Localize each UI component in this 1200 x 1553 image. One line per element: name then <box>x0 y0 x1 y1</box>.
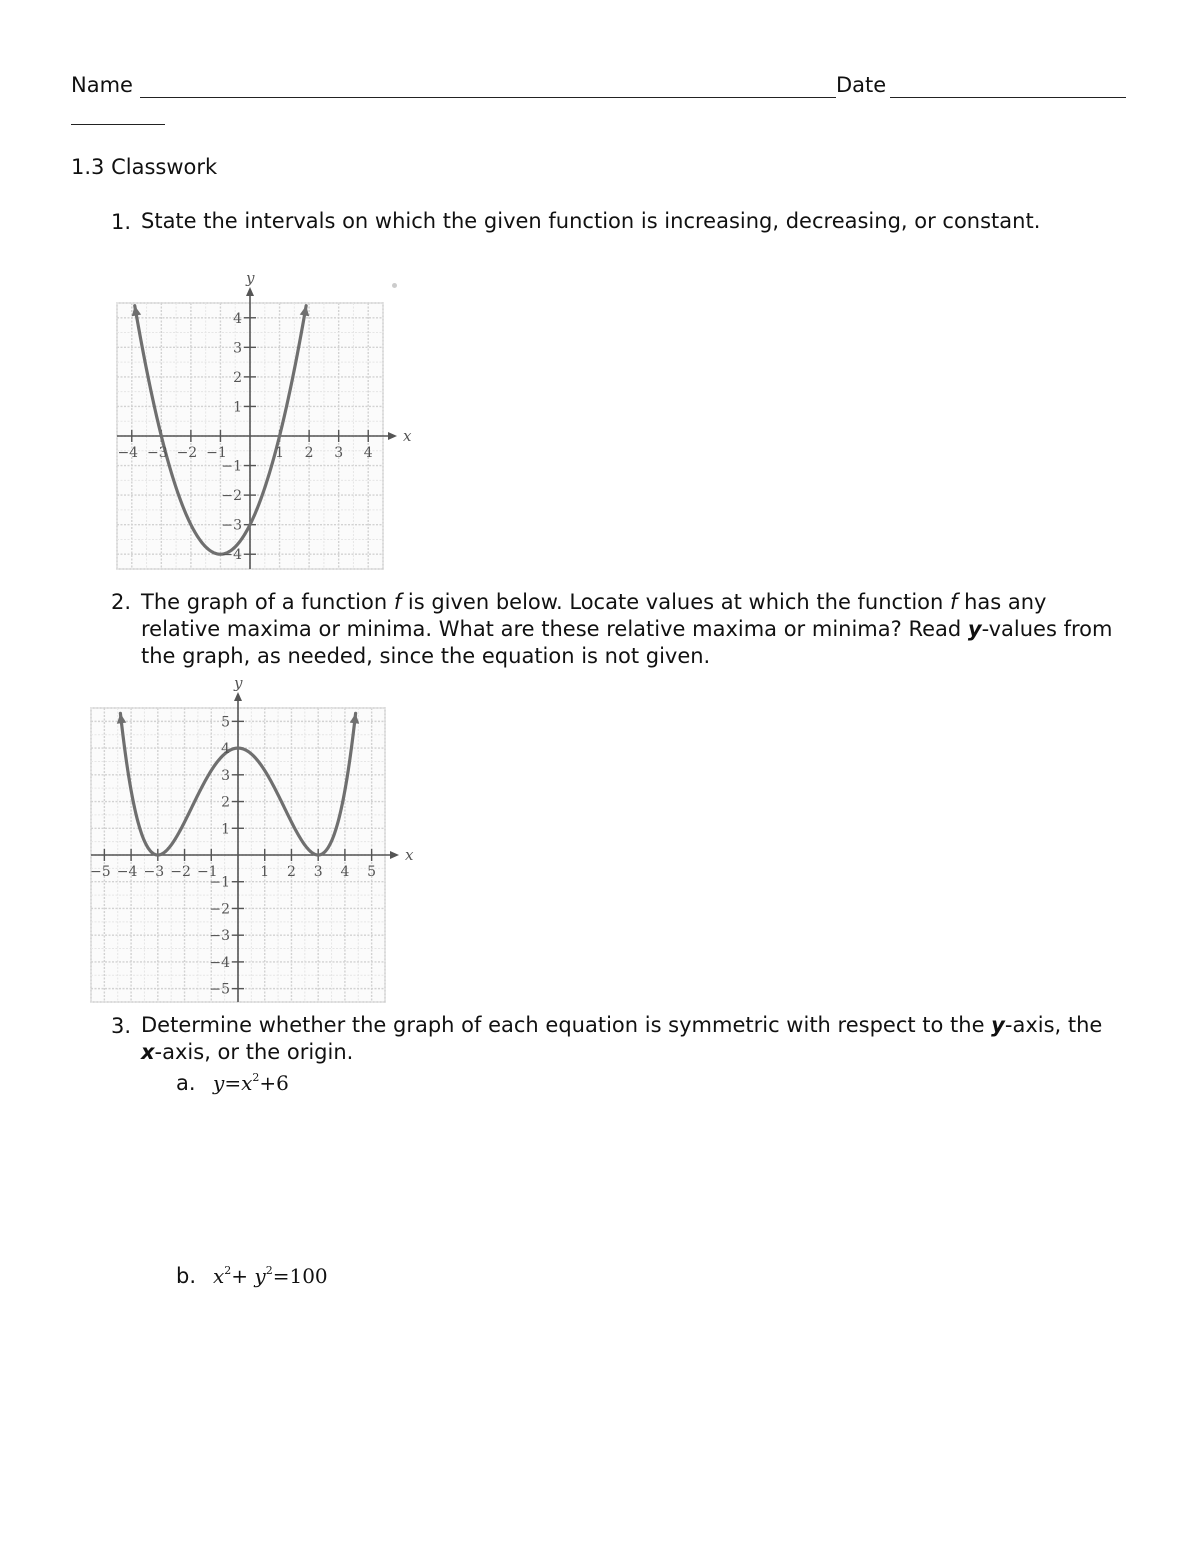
date-label: Date <box>836 73 887 97</box>
y-axis-label: y <box>246 269 255 287</box>
x-tick-label: 5 <box>367 864 377 880</box>
x-axis-arrow-icon <box>390 851 399 859</box>
date-blank[interactable] <box>890 97 1126 98</box>
x-tick-label: −3 <box>143 864 165 880</box>
worksheet-title: 1.3 Classwork <box>71 155 218 179</box>
x-tick-label: 4 <box>363 445 373 461</box>
y-tick-label: 4 <box>233 310 242 327</box>
graph-1-parabola <box>105 269 412 573</box>
date-blank-continuation[interactable] <box>71 124 165 125</box>
part-a-equation: $y=x^2+6$ <box>213 1071 289 1095</box>
y-tick-label: −3 <box>221 517 242 534</box>
name-label: Name <box>71 73 133 97</box>
y-tick-label: −4 <box>209 954 230 971</box>
x-tick-label: −3 <box>147 445 168 461</box>
y-tick-label: −3 <box>209 928 230 945</box>
x-tick-label: −4 <box>117 445 139 461</box>
y-tick-label: 2 <box>221 794 230 811</box>
x-tick-label: 4 <box>340 864 350 880</box>
x-axis-label: x <box>405 846 414 864</box>
x-tick-label: 1 <box>260 864 270 880</box>
x-tick-label: −2 <box>170 864 191 880</box>
y-axis-label: y <box>234 674 243 692</box>
y-tick-label: −5 <box>209 981 230 998</box>
x-tick-label: −1 <box>196 864 218 880</box>
y-axis-arrow-icon <box>234 692 242 701</box>
name-blank[interactable] <box>140 97 836 98</box>
y-tick-label: 3 <box>221 767 230 784</box>
x-tick-label: 2 <box>286 864 296 880</box>
y-tick-label: 5 <box>221 714 230 731</box>
question-2-number: 2. <box>110 590 131 614</box>
x-axis-arrow-icon <box>388 432 397 440</box>
part-a-label: a. <box>176 1071 196 1095</box>
x-tick-label: 3 <box>334 445 344 461</box>
y-tick-label: −1 <box>209 874 230 891</box>
graph-2-quartic <box>86 674 414 1003</box>
x-tick-label: 2 <box>304 445 314 461</box>
part-b-equation: $x^2+ y^2=100$ <box>213 1264 328 1288</box>
x-tick-label: −2 <box>176 445 198 461</box>
question-1-text: State the intervals on which the given function is increasing, decreasing, or constant. <box>141 209 1041 233</box>
x-tick-label: −5 <box>90 864 111 880</box>
y-tick-label: 3 <box>233 340 242 357</box>
question-2-text: The graph of a function f is given below. Locate values at which the function f has any relative maxima or minima. What are these relative maxima or minima? Read y-values from the graph, as needed, since the equation is not given. <box>141 590 1113 668</box>
question-1-number: 1. <box>110 210 131 234</box>
question-3-number: 3. <box>110 1014 131 1038</box>
x-tick-label: 1 <box>275 445 285 461</box>
x-axis-label: x <box>403 427 412 445</box>
y-tick-label: 1 <box>233 399 242 416</box>
question-3-text: Determine whether the graph of each equation is symmetric with respect to the y-axis, the x-axis, or the origin. <box>141 1013 1103 1064</box>
y-tick-label: 1 <box>221 821 230 838</box>
y-tick-label: −2 <box>221 488 242 505</box>
y-tick-label: 4 <box>221 741 230 758</box>
y-tick-label: −1 <box>221 458 242 475</box>
scan-dot <box>392 283 397 288</box>
x-tick-label: −4 <box>116 864 138 880</box>
y-tick-label: −2 <box>209 901 230 918</box>
y-tick-label: 2 <box>233 369 242 386</box>
part-b-label: b. <box>176 1264 197 1288</box>
y-tick-label: −4 <box>221 547 242 564</box>
y-axis-arrow-icon <box>246 287 254 296</box>
x-tick-label: 3 <box>313 864 323 880</box>
x-tick-label: −1 <box>206 445 227 461</box>
